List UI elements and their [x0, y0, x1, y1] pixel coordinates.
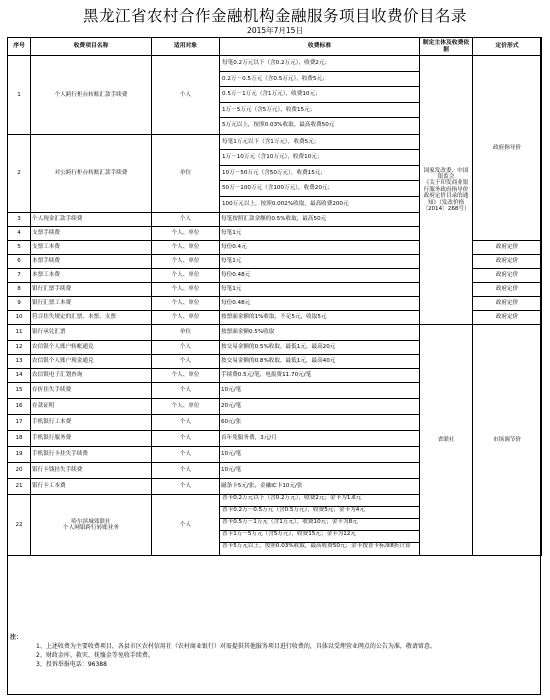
header-basis: 制定主体及收费依据 — [420, 38, 473, 56]
basis-ndrc: 国家发改委、中国银监会 《关于印发商业银行服务政府指导价政府定价目录的通知》（发改价格〔2014〕268号） — [420, 56, 473, 325]
fee-table-body — [8, 56, 542, 556]
fee-standard — [220, 495, 420, 556]
fee-line: 普卡1万－5万元（含5万元），收费15元；金卡为12元 — [220, 531, 419, 543]
fee-line: 100万元以上，按照0.002%收取，最高收费200元 — [222, 200, 349, 207]
item-name: 农信银个人账户现金通兑 — [31, 355, 152, 369]
fee-standard: 每笔1元 — [220, 283, 420, 297]
table-row — [8, 56, 542, 135]
applicable-target: 个人、单位 — [152, 241, 220, 255]
applicable-target: 个人、单位 — [152, 269, 220, 283]
fee-standard: 20元/笔 — [220, 399, 420, 415]
row-number: 18 — [8, 431, 31, 447]
fee-standard: 磁条卡5元/张，金融IC卡10元/张 — [220, 479, 420, 495]
row-number: 9 — [8, 297, 31, 311]
fee-standard: 按交易金额的0.5%收取，最低1元，最高20元 — [220, 341, 420, 355]
fee-standard: 手续费0.5元/笔，电报费11.70元/笔 — [220, 369, 420, 383]
fee-line: 每笔0.2万元以下（含0.2万元），收费2元； — [220, 56, 419, 72]
row-number: 11 — [8, 325, 31, 341]
row-number: 12 — [8, 341, 31, 355]
pricing-form: 市场调节价 — [473, 325, 542, 556]
fee-line: 1万－10万元（含10万元），收费10元； — [220, 150, 419, 166]
applicable-target: 个人 — [152, 355, 220, 369]
row-number: 17 — [8, 415, 31, 431]
row-number: 1 — [8, 56, 31, 135]
fee-line: 50万－100万元（含100万元），收费20元； — [220, 181, 419, 197]
item-name: 银行承兑汇票 — [31, 325, 152, 341]
item-name: 手机银行工本费 — [31, 415, 152, 431]
fee-standard: 每笔1元 — [220, 227, 420, 241]
row-number: 3 — [8, 213, 31, 227]
pricing-form: 政府定价 — [473, 297, 542, 311]
item-name: 银行汇票工本费 — [31, 297, 152, 311]
item-name: 个人跨行柜台转账汇款手续费 — [31, 56, 152, 135]
item-name: 哈尔滨城郊联社 个人网银跨行转账业务 — [31, 495, 152, 556]
fee-table — [7, 37, 542, 556]
fee-standard: 按交易金额的0.8%收取，最低1元，最高40元 — [220, 355, 420, 369]
item-name: 农信银个人账户转帐通兑 — [31, 341, 152, 355]
applicable-target: 个人 — [152, 415, 220, 431]
fee-table-frame — [7, 37, 541, 695]
row-number: 20 — [8, 463, 31, 479]
applicable-target: 个人、单位 — [152, 369, 220, 383]
basis-provincial: 省联社 — [420, 325, 473, 556]
item-name: 符合挂失规定的汇票、本票、支票 — [31, 311, 152, 325]
fee-line: 5万元以上，按照0.03%收取，最高收费50元 — [222, 122, 335, 128]
applicable-target: 个人、单位 — [152, 399, 220, 415]
row-number: 21 — [8, 479, 31, 495]
applicable-target: 个人 — [152, 341, 220, 355]
header-form: 定价形式 — [473, 38, 542, 56]
fee-line: 普卡0.2万元以下（含0.2万元），收费2元；金卡为1.6元 — [220, 495, 419, 507]
row-number: 8 — [8, 283, 31, 297]
applicable-target: 单位 — [152, 134, 220, 213]
row-number: 13 — [8, 355, 31, 369]
fee-standard: 每笔按照汇款金额的0.5%收取，最高50元 — [220, 213, 420, 227]
item-name: 手机银行服务费 — [31, 431, 152, 447]
pricing-form: 政府定价 — [473, 269, 542, 283]
applicable-target: 个人、单位 — [152, 255, 220, 269]
applicable-target: 个人、单位 — [152, 283, 220, 297]
header-name: 收费项目名称 — [31, 38, 152, 56]
row-number: 15 — [8, 383, 31, 399]
applicable-target: 个人 — [152, 463, 220, 479]
applicable-target: 个人、单位 — [152, 227, 220, 241]
applicable-target: 个人 — [152, 213, 220, 227]
item-name: 存款证明 — [31, 399, 152, 415]
item-name: 对公跨行柜台转账汇款手续费 — [31, 134, 152, 213]
fee-standard: 60元/张 — [220, 415, 420, 431]
row-number: 16 — [8, 399, 31, 415]
fee-standard — [220, 134, 420, 213]
header-target: 适用对象 — [152, 38, 220, 56]
item-name: 银行卡工本费 — [31, 479, 152, 495]
row-number: 10 — [8, 311, 31, 325]
note-item: 1、上述收费为主要收费项目，各县市区农村信用社（农村商业银行）对需提供其他服务项目进行收费的，具体以受理营业网点的公告为准，敬请留意。 — [36, 643, 436, 650]
header-seq: 序号 — [8, 38, 31, 56]
document-date: 2015年7月15日 — [247, 26, 303, 35]
item-name: 银行汇票手续费 — [31, 283, 152, 297]
item-name: 支票手续费 — [31, 227, 152, 241]
applicable-target: 个人 — [152, 447, 220, 463]
fee-standard — [220, 56, 420, 135]
item-name: 支票工本费 — [31, 241, 152, 255]
fee-line: 0.5万－1万元（含1万元），收费10元； — [220, 87, 419, 103]
fee-standard: 每笔1元 — [220, 255, 420, 269]
fee-line: 10万－50万元（含50万元），收费15元； — [220, 166, 419, 182]
fee-line: 1万－5万元（含5万元），收费15元； — [220, 103, 419, 119]
applicable-target: 个人 — [152, 431, 220, 447]
item-name: 银行卡钱挂失手续费 — [31, 463, 152, 479]
item-name: 个人现金汇款手续费 — [31, 213, 152, 227]
applicable-target: 个人 — [152, 383, 220, 399]
fee-standard: 10元/笔 — [220, 383, 420, 399]
pricing-form: 政府定价 — [473, 255, 542, 269]
item-name: 本票手续费 — [31, 255, 152, 269]
header-standard: 收费标准 — [220, 38, 420, 56]
fee-standard: 首年免服务费，3元/月 — [220, 431, 420, 447]
item-name: 农信银电子汇划查询 — [31, 369, 152, 383]
fee-line: 普卡0.2万－0.5万元（含0.5万元），收费5元；金卡为4元 — [220, 507, 419, 519]
table-row — [8, 325, 542, 341]
row-number: 19 — [8, 447, 31, 463]
row-number: 6 — [8, 255, 31, 269]
fee-standard: 每份0.4元 — [220, 241, 420, 255]
fee-line: 0.2万－0.5万元（含0.5万元），收费5元； — [220, 72, 419, 88]
notes-heading: 注： — [10, 634, 23, 641]
pricing-form: 政府指导价 — [473, 56, 542, 241]
fee-line: 普卡5万元以上，按照0.03%收取，最高收费50元；金卡按普卡标准8折计算 — [222, 543, 411, 549]
applicable-target: 个人、单位 — [152, 297, 220, 311]
applicable-target: 个人 — [152, 56, 220, 135]
pricing-form: 政府定价 — [473, 241, 542, 255]
row-number: 4 — [8, 227, 31, 241]
applicable-target: 单位 — [152, 325, 220, 341]
item-name: 存折挂失手续费 — [31, 383, 152, 399]
row-number: 14 — [8, 369, 31, 383]
fee-standard: 每份0.48元 — [220, 269, 420, 283]
item-name: 本票工本费 — [31, 269, 152, 283]
row-number: 2 — [8, 134, 31, 213]
pricing-form: 政府定价 — [473, 311, 542, 325]
note-item: 2、财政金库、救灾、抚恤金等免收手续费。 — [36, 652, 154, 659]
notes-section — [8, 633, 542, 669]
fee-standard: 每份0.48元 — [220, 297, 420, 311]
note-item: 3、投诉举报电话：96388 — [36, 661, 107, 668]
item-name: 手机银行卡挂失手续费 — [31, 447, 152, 463]
fee-standard: 按票面金额0.5%收取 — [220, 325, 420, 341]
row-number: 7 — [8, 269, 31, 283]
row-number: 22 — [8, 495, 31, 556]
row-number: 5 — [8, 241, 31, 255]
applicable-target: 个人 — [152, 495, 220, 556]
fee-line: 每笔1万元以下（含1万元），收费5元； — [220, 135, 419, 151]
applicable-target: 个人 — [152, 479, 220, 495]
document-title: 黑龙江省农村合作金融机构金融服务项目收费价目名录 — [82, 7, 467, 25]
fee-standard: 10元/笔 — [220, 447, 420, 463]
pricing-form: 政府定价 — [473, 283, 542, 297]
fee-line: 普卡0.5万－1万元（含1万元），收费10元；金卡为8元 — [220, 519, 419, 531]
fee-standard: 按票面金额的1%收取，不足5元，收取5元 — [220, 311, 420, 325]
applicable-target: 个人、单位 — [152, 311, 220, 325]
fee-standard: 10元/笔 — [220, 463, 420, 479]
